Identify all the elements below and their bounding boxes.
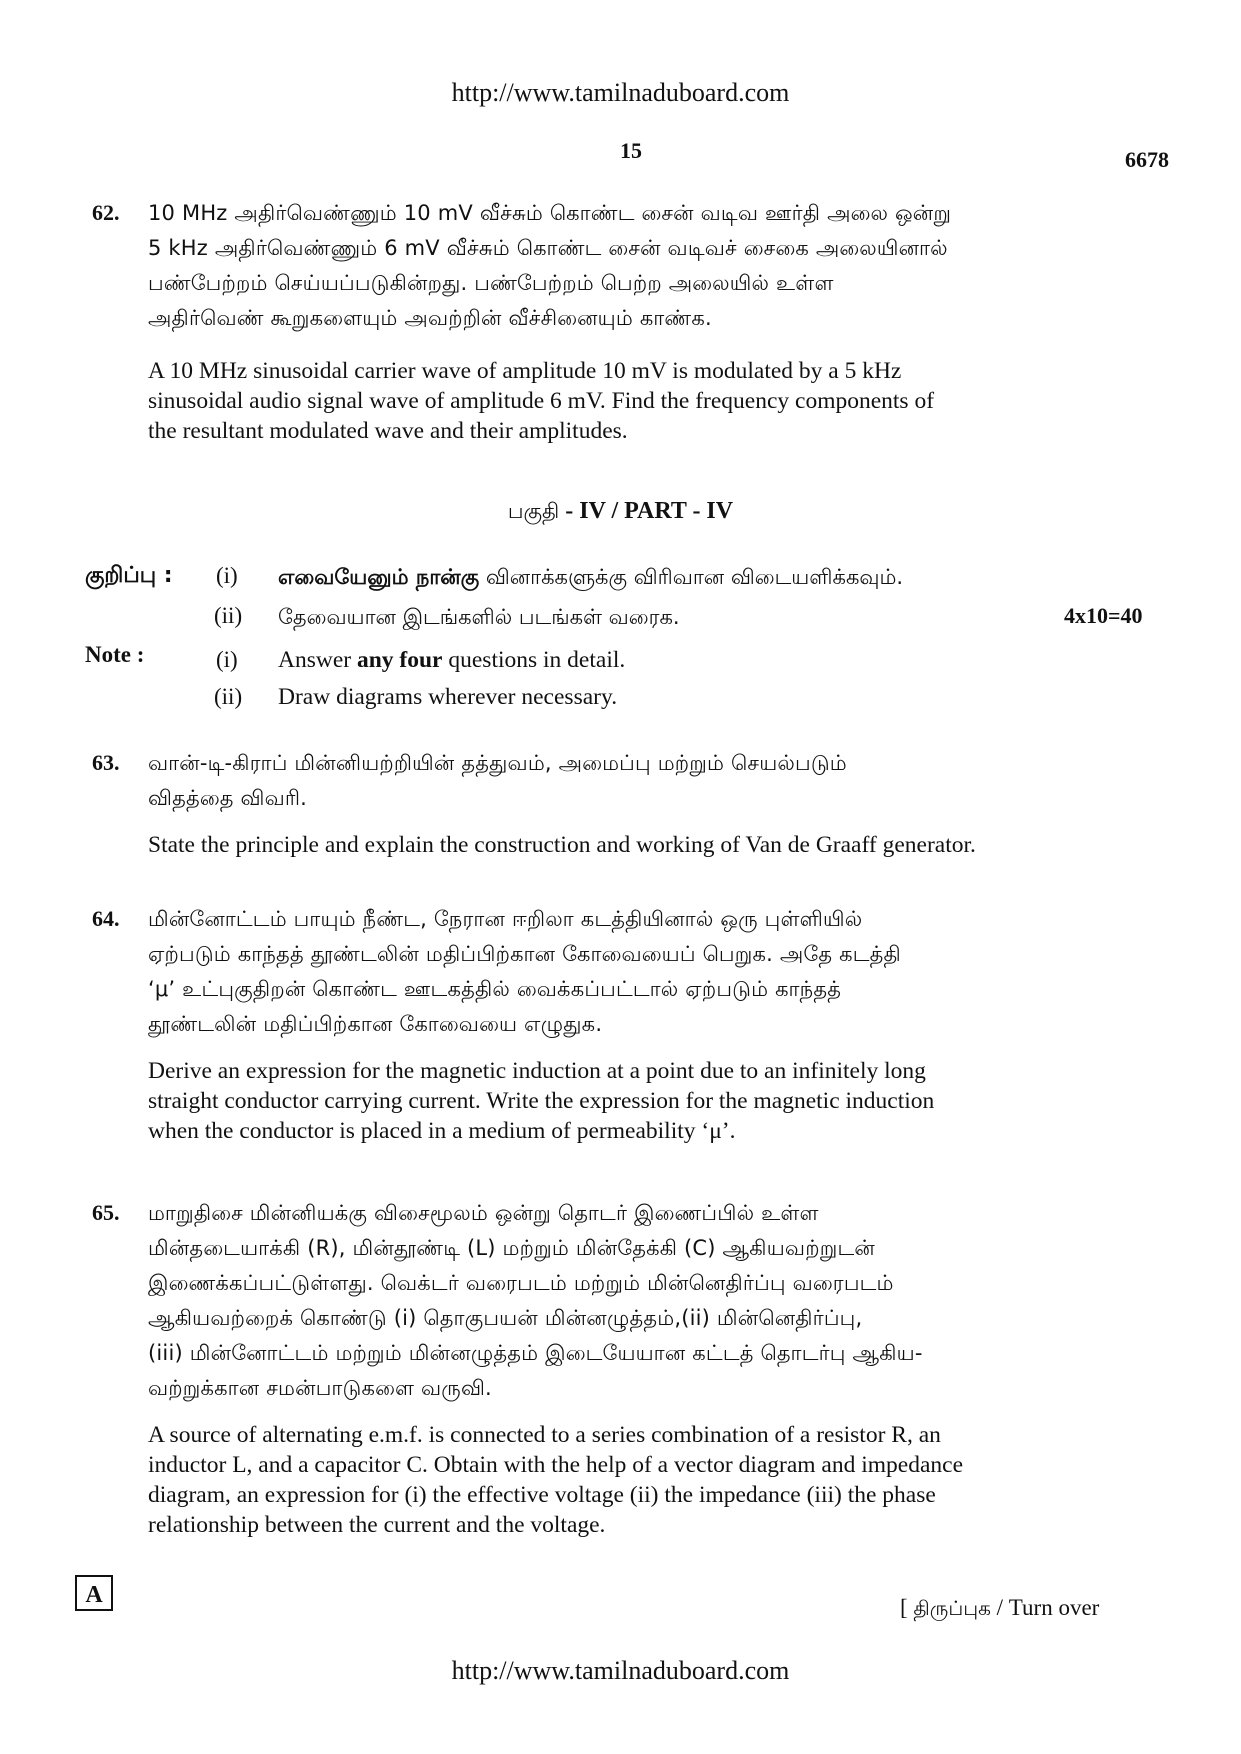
text-line: ‘μ’ உட்புகுதிறன் கொண்ட ஊடகத்தில் வைக்கப்பட்டால் ஏற்படும் காந்தத் bbox=[148, 977, 842, 1001]
note-tamil-i-number: (i) bbox=[216, 563, 238, 588]
note-english-ii: Draw diagrams wherever necessary. bbox=[278, 684, 618, 710]
note-tamil-i bbox=[278, 565, 903, 592]
question-65-tamil bbox=[148, 1196, 1108, 1406]
note-tamil-label: குறிப்பு : bbox=[85, 563, 173, 588]
question-62-tamil bbox=[148, 196, 1108, 336]
text-line: the resultant modulated wave and their amplitudes. bbox=[148, 418, 628, 444]
note-english-i-number: (i) bbox=[216, 647, 238, 672]
marks-scheme: 4x10=40 bbox=[1064, 603, 1143, 628]
note-english-ii-number: (ii) bbox=[214, 684, 243, 709]
text-line: (iii) மின்னோட்டம் மற்றும் மின்னழுத்தம் இடையேயான கட்டத் தொடர்பு ஆகிய- bbox=[148, 1341, 923, 1365]
text-line: inductor L, and a capacitor C. Obtain with the help of a vector diagram and impedance bbox=[148, 1452, 964, 1478]
paper-code: 6678 bbox=[1125, 147, 1169, 172]
note-tamil-ii: தேவையான இடங்களில் படங்கள் வரைக. bbox=[278, 605, 680, 629]
text-line: இணைக்கப்பட்டுள்ளது. வெக்டர் வரைபடம் மற்றும் மின்னெதிர்ப்பு வரைபடம் bbox=[148, 1271, 894, 1295]
question-63-tamil bbox=[148, 746, 1108, 816]
text-line: பண்பேற்றம் செய்யப்படுகின்றது. பண்பேற்றம் பெற்ற அலையில் உள்ள bbox=[148, 271, 834, 295]
note-tamil-ii-number: (ii) bbox=[214, 603, 243, 628]
text-line: வான்-டி-கிராப் மின்னியற்றியின் தத்துவம், அமைப்பு மற்றும் செயல்படும் bbox=[148, 751, 847, 775]
question-64-english bbox=[148, 1056, 1113, 1146]
set-letter-box: A bbox=[75, 1575, 113, 1611]
text-line: Derive an expression for the magnetic induction at a point due to an infinitely long bbox=[148, 1058, 926, 1084]
text-line: வற்றுக்கான சமன்பாடுகளை வருவி. bbox=[148, 1376, 492, 1400]
text-line: மின்தடையாக்கி (R), மின்தூண்டி (L) மற்றும் மின்தேக்கி (C) ஆகியவற்றுடன் bbox=[148, 1236, 875, 1260]
header-url: http://www.tamilnaduboard.com bbox=[451, 78, 790, 107]
turn-over-bracket: [ bbox=[900, 1595, 914, 1620]
question-63-number: 63. bbox=[92, 750, 120, 775]
text-line: தூண்டலின் மதிப்பிற்கான கோவையை எழுதுக. bbox=[148, 1012, 603, 1036]
part-heading-label: - IV / PART - IV bbox=[559, 498, 734, 524]
note-tamil-i-rest: வினாக்களுக்கு விரிவான விடையளிக்கவும். bbox=[479, 565, 904, 589]
page-number: 15 bbox=[620, 138, 642, 163]
question-64-number: 64. bbox=[92, 906, 120, 931]
text-line: அதிர்வெண் கூறுகளையும் அவற்றின் வீச்சினையும் காண்க. bbox=[148, 306, 712, 330]
note-tamil-i-bold: எவையேனும் நான்கு bbox=[278, 565, 480, 589]
text-line: மின்னோட்டம் பாயும் நீண்ட, நேரான ஈறிலா கடத்தியினால் ஒரு புள்ளியில் bbox=[148, 907, 863, 931]
text-line: A source of alternating e.m.f. is connected to a series combination of a resistor R, an bbox=[148, 1422, 941, 1448]
turn-over-tamil: திருப்புக bbox=[913, 1596, 991, 1620]
turn-over-english: / Turn over bbox=[990, 1595, 1100, 1620]
text-line: ஏற்படும் காந்தத் தூண்டலின் மதிப்பிற்கான கோவையைப் பெறுக. அதே கடத்தி bbox=[148, 942, 901, 966]
text-line: ஆகியவற்றைக் கொண்டு (i) தொகுபயன் மின்னழுத்தம்,(ii) மின்னெதிர்ப்பு, bbox=[148, 1306, 863, 1330]
text-line: sinusoidal audio signal wave of amplitude 6 mV. Find the frequency components of bbox=[148, 388, 935, 414]
part-heading bbox=[0, 498, 1241, 526]
note-english-i bbox=[278, 647, 625, 674]
text-line: when the conductor is placed in a medium of permeability ‘μ’. bbox=[148, 1118, 736, 1144]
note-english-label: Note : bbox=[85, 642, 145, 667]
text-line: relationship between the current and the voltage. bbox=[148, 1512, 606, 1538]
text-line: விதத்தை விவரி. bbox=[148, 786, 308, 810]
text-line: 10 MHz அதிர்வெண்ணும் 10 mV வீச்சும் கொண்ட சைன் வடிவ ஊர்தி அலை ஒன்று bbox=[148, 201, 952, 225]
note-english-i-post: questions in detail. bbox=[442, 647, 626, 673]
note-english-i-pre: Answer bbox=[278, 647, 357, 673]
footer-url: http://www.tamilnaduboard.com bbox=[451, 1656, 790, 1685]
turn-over bbox=[900, 1595, 1099, 1623]
text-line: மாறுதிசை மின்னியக்கு விசைமூலம் ஒன்று தொடர் இணைப்பில் உள்ள bbox=[148, 1201, 819, 1225]
part-heading-tamil: பகுதி bbox=[507, 499, 560, 523]
question-62-number: 62. bbox=[92, 200, 120, 225]
text-line: diagram, an expression for (i) the effective voltage (ii) the impedance (iii) the phase bbox=[148, 1482, 936, 1508]
text-line: A 10 MHz sinusoidal carrier wave of amplitude 10 mV is modulated by a 5 kHz bbox=[148, 358, 902, 384]
text-line: 5 kHz அதிர்வெண்ணும் 6 mV வீச்சும் கொண்ட சைன் வடிவச் சைகை அலையினால் bbox=[148, 236, 948, 260]
note-english-i-bold: any four bbox=[356, 647, 443, 673]
question-62-english bbox=[148, 356, 1113, 446]
question-65-english bbox=[148, 1420, 1113, 1540]
question-64-tamil bbox=[148, 902, 1108, 1042]
question-63-english: State the principle and explain the construction and working of Van de Graaff generator. bbox=[148, 832, 976, 858]
question-65-number: 65. bbox=[92, 1200, 120, 1225]
text-line: straight conductor carrying current. Write the expression for the magnetic induction bbox=[148, 1088, 935, 1114]
